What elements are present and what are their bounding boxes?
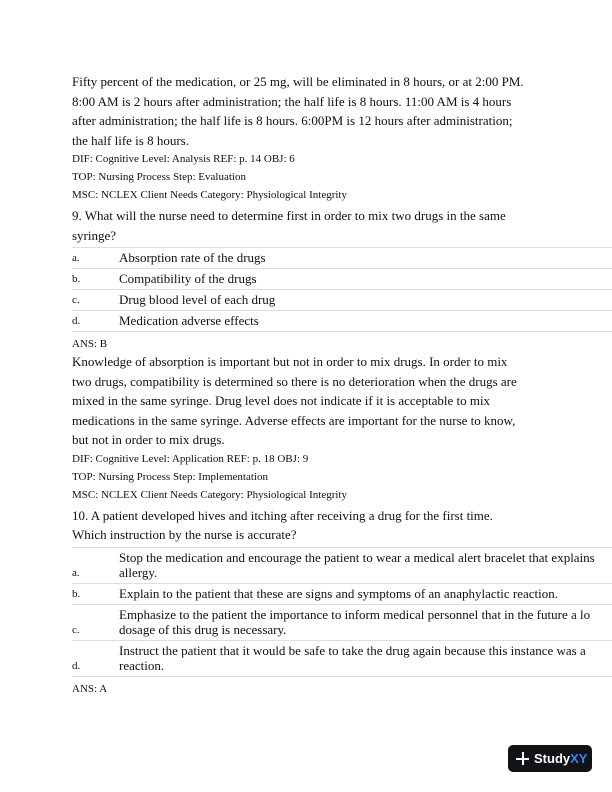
intro-dif: DIF: Cognitive Level: Analysis REF: p. 14 OBJ: 6 [72, 153, 295, 165]
option-letter: d. [72, 311, 119, 332]
option-text: Drug blood level of each drug [119, 290, 612, 311]
q9-option-c [72, 290, 612, 311]
option-text: Absorption rate of the drugs [119, 248, 612, 269]
q10-stem: 10. A patient developed hives and itching after receiving a drug for the first time. Which instruction by the nurse is accurate? [72, 507, 493, 542]
option-letter: b. [72, 269, 119, 290]
q9-topic: TOP: Nursing Process Step: Implementation [72, 470, 268, 483]
option-letter: d. [72, 640, 119, 676]
q10-option-d [72, 640, 612, 676]
q9-rationale: Knowledge of absorption is important but not in order to mix drugs. In order to mix two drugs, compatibility is determined so there is no deterioration when the drugs are mixed in the same syringe. Drug level does not indicate if it is acceptable to mix medications in the same syringe. Adverse effects are important for the nurse to know, but not in order to mix drugs. [72, 354, 517, 447]
option-text: Medication adverse effects [119, 311, 612, 332]
plus-icon [516, 752, 529, 765]
option-text: Instruct the patient that it would be safe to take the drug again because this instance was a reaction. [119, 640, 612, 676]
intro-rationale: Fifty percent of the medication, or 25 mg, will be eliminated in 8 hours, or at 2:00 PM. 8:00 AM is 2 hours after administration; the half life is 8 hours. 11:00 AM is 4 hours after administration; the half life is 8 hours. 6:00PM is 12 hours after administration; the half life is 8 hours. [72, 74, 524, 148]
brand-name: Study [534, 751, 571, 766]
option-text: Explain to the patient that these are signs and symptoms of an anaphylactic reaction. [119, 583, 612, 604]
q9-options [72, 247, 612, 332]
studyxy-badge[interactable] [508, 745, 592, 772]
document-page [72, 72, 612, 697]
q9-dif: DIF: Cognitive Level: Application REF: p. 18 OBJ: 9 [72, 452, 309, 465]
q10-options [72, 547, 612, 677]
q9-option-d [72, 311, 612, 332]
q10-option-a [72, 547, 612, 583]
option-letter: a. [72, 547, 119, 583]
option-letter: c. [72, 604, 119, 640]
option-letter: b. [72, 583, 119, 604]
q10-option-c [72, 604, 612, 640]
q9-msc: MSC: NCLEX Client Needs Category: Physiological Integrity [72, 488, 347, 501]
q9-option-b [72, 269, 612, 290]
intro-topic: TOP: Nursing Process Step: Evaluation [72, 171, 246, 183]
q9-stem: 9. What will the nurse need to determine first in order to mix two drugs in the same syringe? [72, 208, 506, 243]
option-text: Stop the medication and encourage the patient to wear a medical alert bracelet that explains allergy. [119, 547, 612, 583]
option-letter: a. [72, 248, 119, 269]
q10-answer: ANS: A [72, 682, 108, 695]
intro-msc: MSC: NCLEX Client Needs Category: Physiological Integrity [72, 189, 347, 201]
option-letter: c. [72, 290, 119, 311]
q9-option-a [72, 248, 612, 269]
q9-answer: ANS: B [72, 338, 108, 350]
option-text: Emphasize to the patient the importance to inform medical personnel that in the future a lo dosage of this drug is necessary. [119, 604, 612, 640]
option-text: Compatibility of the drugs [119, 269, 612, 290]
brand-accent: XY [570, 751, 588, 766]
q10-option-b [72, 583, 612, 604]
